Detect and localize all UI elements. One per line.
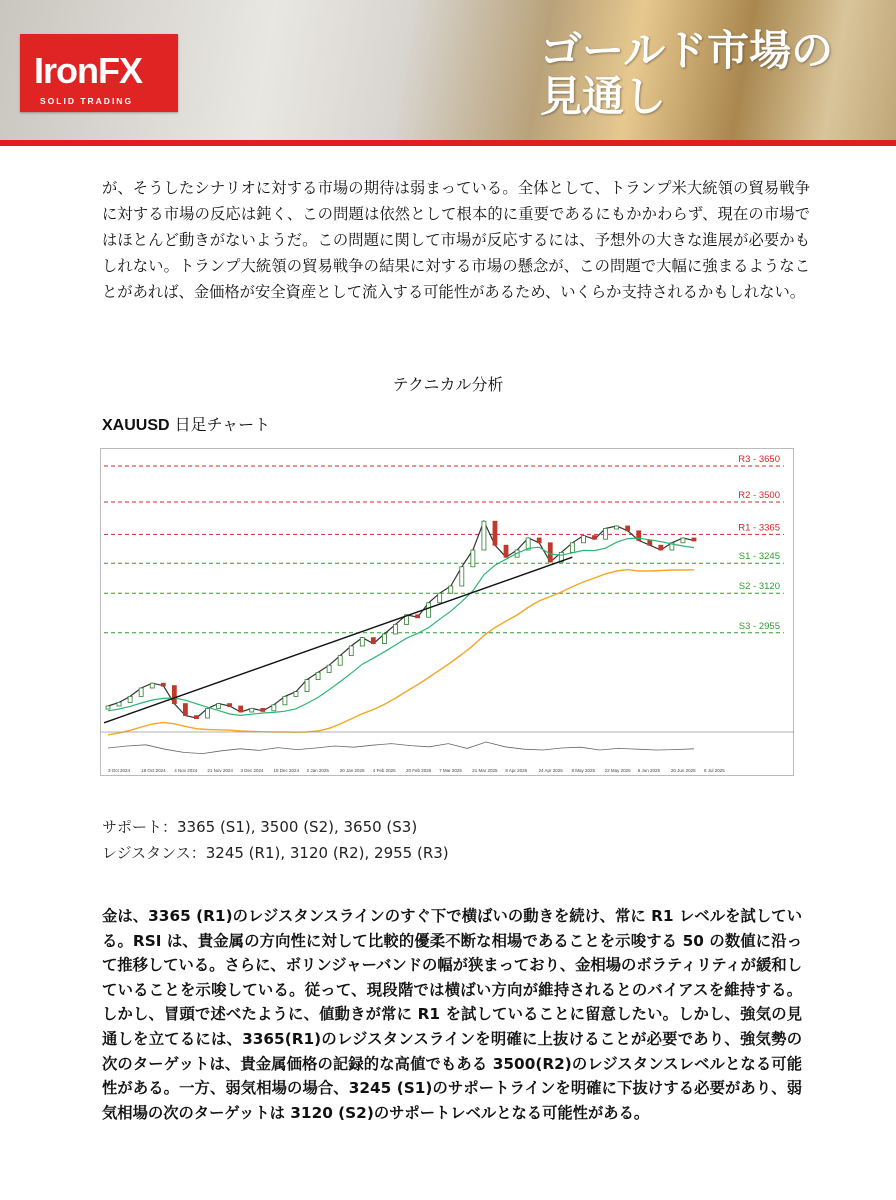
- price-candle: [239, 706, 243, 712]
- support-levels: サポート：3365 (S1), 3500 (S2), 3650 (S3): [102, 818, 418, 836]
- price-candle: [626, 526, 630, 531]
- price-candle: [615, 526, 619, 529]
- price-candle: [393, 624, 397, 634]
- chart-label: 日足チャート: [174, 415, 271, 434]
- price-candle: [283, 696, 287, 704]
- intro-paragraph: が、そうしたシナリオに対する市場の期待は弱まっている。全体として、トランプ米大統領の貿易戦争に対する市場の反応は鈍く、この問題は依然として根本的に重要であるにもかかわらず、現在の市場ではほとんど動きがないようだ。この問題に関して市場が反応するには、予想外の大きな進展が必要かもしれない。トランプ大統領の貿易戦争の結果に対する市場の懸念が、この問題で大幅に強まるようなことがあれば、金価格が安全資産として流入する可能性があるため、いくらか支持されるかもしれない。: [102, 179, 810, 301]
- xauusd-daily-chart: [100, 448, 794, 776]
- x-tick-label: 8 Jul 2025: [704, 768, 725, 773]
- price-candle: [592, 536, 596, 540]
- level-label: R2 - 3500: [738, 490, 780, 501]
- price-candle: [681, 538, 685, 543]
- level-label: S3 - 2955: [738, 620, 780, 632]
- price-candle: [206, 708, 210, 718]
- x-tick-label: 7 Mar 2025: [439, 768, 462, 773]
- price-candle: [228, 704, 232, 707]
- price-candle: [106, 706, 110, 709]
- price-candle: [139, 688, 143, 696]
- x-tick-label: 4 Feb 2025: [372, 768, 396, 773]
- x-tick-label: 24 Apr 2025: [538, 768, 563, 773]
- x-tick-label: 21 Mar 2025: [472, 768, 498, 773]
- x-tick-label: 18 Dec 2024: [273, 768, 300, 773]
- price-candle: [117, 702, 121, 706]
- price-candle: [371, 638, 375, 644]
- price-candle: [349, 646, 353, 656]
- price-candle: [217, 704, 221, 709]
- level-label: S1 - 3245: [738, 551, 780, 563]
- price-candle: [449, 586, 453, 593]
- price-candle: [305, 680, 309, 692]
- price-candle: [581, 536, 585, 543]
- logo-subtext: SOLID TRADING: [40, 96, 134, 106]
- price-candle: [272, 705, 276, 711]
- price-candle: [537, 538, 541, 543]
- x-tick-label: 2 Jan 2025: [306, 768, 329, 773]
- level-label: R3 - 3650: [738, 454, 780, 465]
- price-candle: [438, 593, 442, 603]
- price-candle: [659, 545, 663, 550]
- price-candle: [427, 603, 431, 617]
- price-candle: [604, 528, 608, 539]
- price-candle: [360, 638, 364, 646]
- price-candle: [150, 683, 154, 688]
- price-candle: [327, 665, 331, 672]
- level-label: S2 - 3120: [738, 581, 780, 593]
- price-candle: [416, 615, 420, 618]
- price-candle: [548, 543, 552, 562]
- x-tick-label: 3 Oct 2024: [108, 768, 131, 773]
- resistance-levels: レジスタンス：3245 (R1), 3120 (R2), 2955 (R3): [102, 844, 449, 862]
- x-tick-label: 22 May 2025: [604, 768, 631, 773]
- level-label: R1 - 3365: [738, 522, 780, 534]
- x-tick-label: 6 Jun 2025: [637, 768, 661, 773]
- x-tick-label: 8 May 2025: [571, 768, 596, 773]
- header-red-band: [0, 140, 896, 146]
- price-candle: [183, 704, 187, 716]
- price-candle: [460, 567, 464, 586]
- price-candle: [128, 696, 132, 702]
- x-tick-label: 20 Jan 2025: [339, 768, 365, 773]
- price-candle: [692, 538, 696, 541]
- price-candle: [482, 521, 486, 550]
- x-tick-label: 20 Jun 2025: [670, 768, 696, 773]
- price-candle: [261, 708, 265, 711]
- chart-symbol: XAUUSD: [102, 417, 170, 434]
- page-title: ゴールド市場の 見通し: [540, 26, 834, 121]
- chart-heading: [102, 412, 270, 435]
- analysis-paragraph: 金は、3365 (R1)のレジスタンスラインのすぐ下で横ばいの動きを続け、常に R1 レベルを試している。RSI は、貴金属の方向性に対して比較的優柔不断な相場であることを示唆する 50 の数値に沿って推移している。さらに、ボリンジャーバンドの幅が狭まっており、金相場のボラティリティが緩和していることを示唆している。従って、現段階では横ばい方向が維持されるとのバイアスを維持する。しかし、冒頭で述べたように、値動きが常に R1 を試していることに留意したい。しかし、強気の見通しを立てるには、3365(R1)のレジスタンスラインを明確に上抜けることが必要であり、強気勢の次のターゲットは、貴金属価格の記録的な高値でもある 3500(R2)のレジスタンスレベルとなる可能性がある。一方、弱気相場の場合、3245 (S1)のサポートラインを明確に下抜けする必要があり、弱気相場の次のターゲットは 3120 (S2)のサポートレベルとなる可能性がある。: [102, 907, 802, 1122]
- ironfx-logo[interactable]: [20, 34, 178, 112]
- price-candle: [161, 683, 165, 686]
- price-candle: [493, 521, 497, 545]
- price-candle: [471, 550, 475, 567]
- price-candle: [504, 545, 508, 557]
- price-candle: [172, 686, 176, 704]
- price-candle: [250, 708, 254, 712]
- levels-text: [102, 814, 449, 866]
- price-candle: [194, 716, 198, 719]
- x-tick-label: 18 Oct 2024: [141, 768, 166, 773]
- x-tick-label: 21 Nov 2024: [207, 768, 233, 773]
- x-tick-label: 8 Apr 2025: [505, 768, 528, 773]
- x-tick-label: 3 Dec 2024: [240, 768, 264, 773]
- price-candle: [648, 540, 652, 545]
- x-tick-label: 4 Nov 2024: [174, 768, 198, 773]
- logo-text: IronFX: [34, 50, 142, 91]
- x-tick-label: 20 Feb 2025: [406, 768, 432, 773]
- price-candle: [382, 634, 386, 644]
- price-candle: [316, 672, 320, 679]
- price-candle: [338, 656, 342, 666]
- header-banner: [0, 0, 896, 146]
- price-candle: [294, 692, 298, 697]
- section-title: テクニカル分析: [392, 375, 504, 394]
- price-candle: [570, 543, 574, 553]
- chart-frame: [101, 449, 794, 776]
